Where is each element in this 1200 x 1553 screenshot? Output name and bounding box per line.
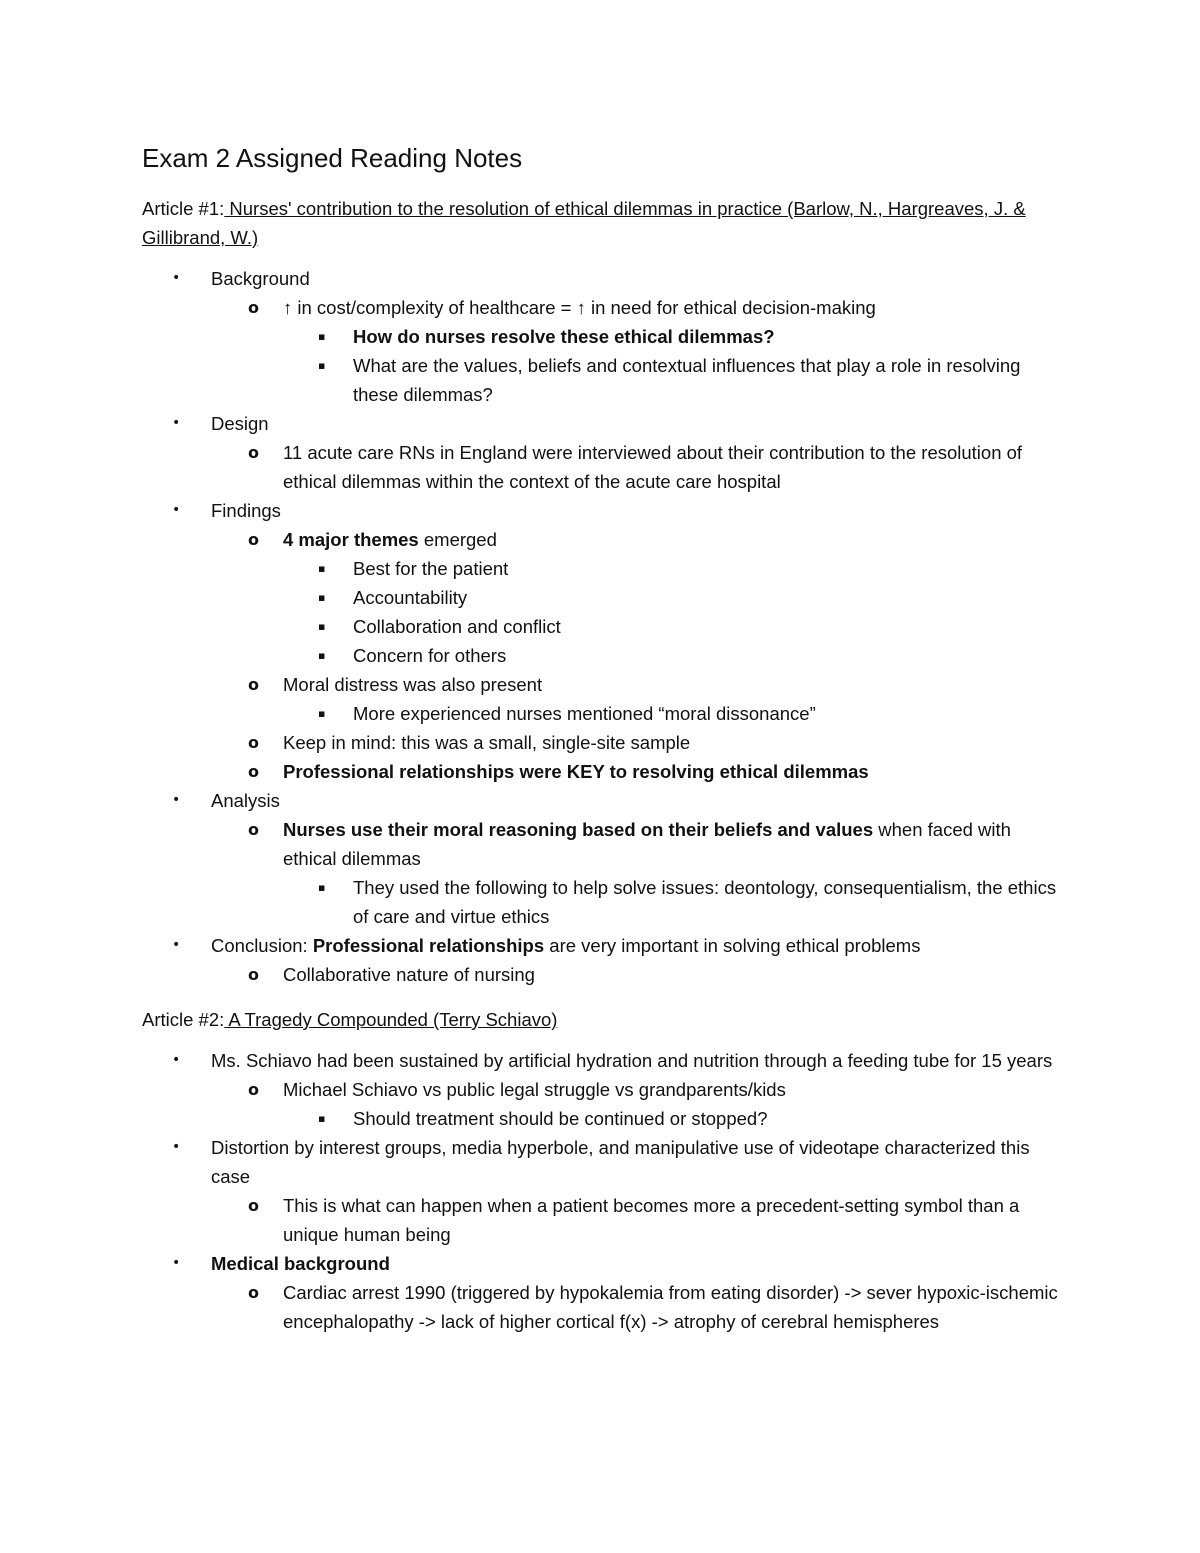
list-item: o 4 major themes emerged: [142, 525, 1062, 554]
square-bullet-icon: ▪: [318, 881, 326, 894]
article-title: A Tragedy Compounded (Terry Schiavo): [224, 1009, 558, 1030]
list-item: o Cardiac arrest 1990 (triggered by hypokalemia from eating disorder) -> sever hypoxic-ischemic encephalopathy -> lack of higher cortical f(x) -> atrophy of cerebral hemispheres: [142, 1278, 1062, 1336]
list-item: ▪ Collaboration and conflict: [142, 612, 1062, 641]
list-item: ▪ Should treatment should be continued or stopped?: [142, 1104, 1062, 1133]
circle-bullet-icon: o: [248, 965, 259, 984]
circle-bullet-icon: o: [248, 675, 259, 694]
list-item: ▪ What are the values, beliefs and contextual influences that play a role in resolving these dilemmas?: [142, 351, 1062, 409]
circle-bullet-icon: o: [248, 443, 259, 462]
list-item: o This is what can happen when a patient becomes more a precedent-setting symbol than a unique human being: [142, 1191, 1062, 1249]
list-item: ▪ Accountability: [142, 583, 1062, 612]
list-item: ▪ How do nurses resolve these ethical dilemmas?: [142, 322, 1062, 351]
bullet-icon: •: [172, 937, 181, 953]
page-title: Exam 2 Assigned Reading Notes: [142, 143, 523, 173]
bullet-icon: •: [172, 1255, 181, 1271]
circle-bullet-icon: o: [248, 1080, 259, 1099]
list-item: ▪ More experienced nurses mentioned “moral dissonance”: [142, 699, 1062, 728]
circle-bullet-icon: o: [248, 1196, 259, 1215]
list-item: o Michael Schiavo vs public legal struggle vs grandparents/kids: [142, 1075, 1062, 1104]
list-item: • Medical background: [142, 1249, 1062, 1278]
bullet-icon: •: [172, 1052, 181, 1068]
circle-bullet-icon: o: [248, 1283, 259, 1302]
article-1-heading: [142, 194, 1062, 252]
article-title: Nurses' contribution to the resolution of ethical dilemmas in practice (Barlow, N., Hargreaves, J. & Gillibrand, W.): [142, 198, 1026, 248]
circle-bullet-icon: o: [248, 298, 259, 317]
list-item: ▪ They used the following to help solve issues: deontology, consequentialism, the ethics of care and virtue ethics: [142, 873, 1062, 931]
circle-bullet-icon: o: [248, 530, 259, 549]
square-bullet-icon: ▪: [318, 562, 326, 575]
square-bullet-icon: ▪: [318, 620, 326, 633]
square-bullet-icon: ▪: [318, 330, 326, 343]
square-bullet-icon: ▪: [318, 707, 326, 720]
bullet-icon: •: [172, 792, 181, 808]
circle-bullet-icon: o: [248, 762, 259, 781]
list-item: • Analysis: [142, 786, 1062, 815]
article-2-heading: [142, 1005, 1062, 1034]
circle-bullet-icon: o: [248, 733, 259, 752]
square-bullet-icon: ▪: [318, 1112, 326, 1125]
list-item: o Nurses use their moral reasoning based on their beliefs and values when faced with ethical dilemmas: [142, 815, 1062, 873]
square-bullet-icon: ▪: [318, 591, 326, 604]
spacer: [142, 989, 1062, 1005]
list-item: ▪ Best for the patient: [142, 554, 1062, 583]
up-arrow-icon: ↑: [576, 297, 586, 318]
list-item: o 11 acute care RNs in England were interviewed about their contribution to the resolution of ethical dilemmas within the context of the acute care hospital: [142, 438, 1062, 496]
list-item: o Professional relationships were KEY to resolving ethical dilemmas: [142, 757, 1062, 786]
square-bullet-icon: ▪: [318, 649, 326, 662]
article-label: Article #2:: [142, 1009, 225, 1030]
list-item: • Conclusion: Professional relationships are very important in solving ethical problems: [142, 931, 1062, 960]
list-item: • Ms. Schiavo had been sustained by artificial hydration and nutrition through a feeding tube for 15 years: [142, 1046, 1062, 1075]
list-item: • Design: [142, 409, 1062, 438]
list-item: o ↑ in cost/complexity of healthcare = ↑ in need for ethical decision-making: [142, 293, 1062, 322]
list-item: • Findings: [142, 496, 1062, 525]
list-item: ▪ Concern for others: [142, 641, 1062, 670]
bullet-icon: •: [172, 270, 181, 286]
up-arrow-icon: ↑: [283, 297, 293, 318]
article-label: Article #1:: [142, 198, 225, 219]
bullet-icon: •: [172, 415, 181, 431]
list-item: • Distortion by interest groups, media hyperbole, and manipulative use of videotape characterized this case: [142, 1133, 1062, 1191]
list-item: o Collaborative nature of nursing: [142, 960, 1062, 989]
list-item: o Moral distress was also present: [142, 670, 1062, 699]
circle-bullet-icon: o: [248, 820, 259, 839]
list-item: • Background: [142, 264, 1062, 293]
square-bullet-icon: ▪: [318, 359, 326, 372]
document-body: [142, 140, 1062, 1336]
bullet-icon: •: [172, 502, 181, 518]
list-item: o Keep in mind: this was a small, single-site sample: [142, 728, 1062, 757]
bullet-icon: •: [172, 1139, 181, 1155]
